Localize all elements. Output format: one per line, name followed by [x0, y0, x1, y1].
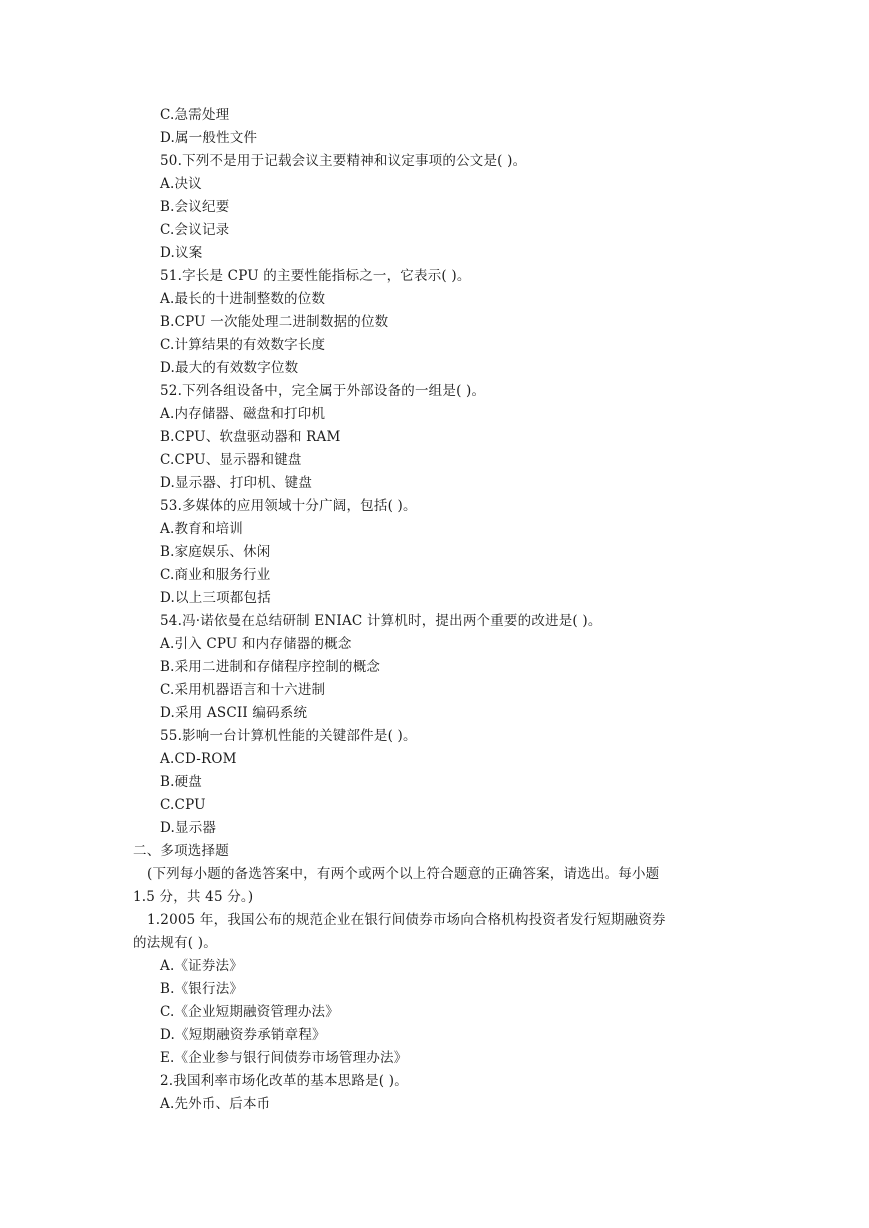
- section-heading: 二、多项选择题: [133, 843, 229, 859]
- document-page: [0, 104, 869, 1116]
- m1-option-c: C.《企业短期融资管理办法》: [160, 1004, 339, 1020]
- q55-option-b: B.硬盘: [160, 774, 203, 790]
- q54-stem: 54.冯·诺依曼在总结研制 ENIAC 计算机时，提出两个重要的改进是( )。: [160, 613, 602, 629]
- q50-option-c: C.会议记录: [160, 222, 230, 238]
- q55-option-c: C.CPU: [160, 797, 206, 813]
- q52-option-b: B.CPU、软盘驱动器和 RAM: [160, 429, 341, 445]
- q53-stem: 53.多媒体的应用领域十分广阔，包括( )。: [160, 498, 417, 514]
- q50-option-d: D.议案: [160, 245, 203, 261]
- q52-option-c: C.CPU、显示器和键盘: [160, 452, 302, 468]
- section-instruction-line2: 1.5 分，共 45 分。): [133, 889, 254, 905]
- m1-stem-line2: 的法规有( )。: [133, 935, 217, 951]
- m2-option-a: A.先外币、后本币: [160, 1096, 271, 1112]
- m1-option-e: E.《企业参与银行间债券市场管理办法》: [160, 1050, 408, 1066]
- section-instruction-line1: (下列每小题的备选答案中，有两个或两个以上符合题意的正确答案，请选出。每小题: [147, 866, 660, 882]
- q54-option-d: D.采用 ASCII 编码系统: [160, 705, 308, 721]
- q55-option-a: A.CD-ROM: [160, 751, 237, 767]
- q55-stem: 55.影响一台计算机性能的关键部件是( )。: [160, 728, 417, 744]
- q54-option-c: C.采用机器语言和十六进制: [160, 682, 326, 698]
- q52-stem: 52.下列各组设备中，完全属于外部设备的一组是( )。: [160, 383, 486, 399]
- q51-option-d: D.最大的有效数字位数: [160, 360, 299, 376]
- m1-option-a: A.《证券法》: [160, 958, 243, 974]
- q50-stem: 50.下列不是用于记载会议主要精神和议定事项的公文是( )。: [160, 153, 527, 169]
- q55-option-d: D.显示器: [160, 820, 217, 836]
- q52-option-a: A.内存储器、磁盘和打印机: [160, 406, 326, 422]
- q53-option-d: D.以上三项都包括: [160, 590, 271, 606]
- m1-option-b: B.《银行法》: [160, 981, 244, 997]
- q53-option-b: B.家庭娱乐、休闲: [160, 544, 271, 560]
- m1-option-d: D.《短期融资券承销章程》: [160, 1027, 326, 1043]
- q54-option-a: A.引入 CPU 和内存储器的概念: [160, 636, 352, 652]
- q51-option-b: B.CPU 一次能处理二进制数据的位数: [160, 314, 389, 330]
- q50-option-b: B.会议纪要: [160, 199, 230, 215]
- q51-option-c: C.计算结果的有效数字长度: [160, 337, 326, 353]
- q52-option-d: D.显示器、打印机、键盘: [160, 475, 313, 491]
- q51-option-a: A.最长的十进制整数的位数: [160, 291, 326, 307]
- m1-stem-line1: 1.2005 年，我国公布的规范企业在银行间债券市场向合格机构投资者发行短期融资券: [147, 912, 666, 928]
- q53-option-a: A.教育和培训: [160, 521, 243, 537]
- q49-option-c: C.急需处理: [160, 107, 230, 123]
- q50-option-a: A.决议: [160, 176, 202, 192]
- q49-option-d: D.属一般性文件: [160, 130, 258, 146]
- q53-option-c: C.商业和服务行业: [160, 567, 271, 583]
- m2-stem: 2.我国利率市场化改革的基本思路是( )。: [160, 1073, 408, 1089]
- q54-option-b: B.采用二进制和存储程序控制的概念: [160, 659, 381, 675]
- q51-stem: 51.字长是 CPU 的主要性能指标之一，它表示( )。: [160, 268, 471, 284]
